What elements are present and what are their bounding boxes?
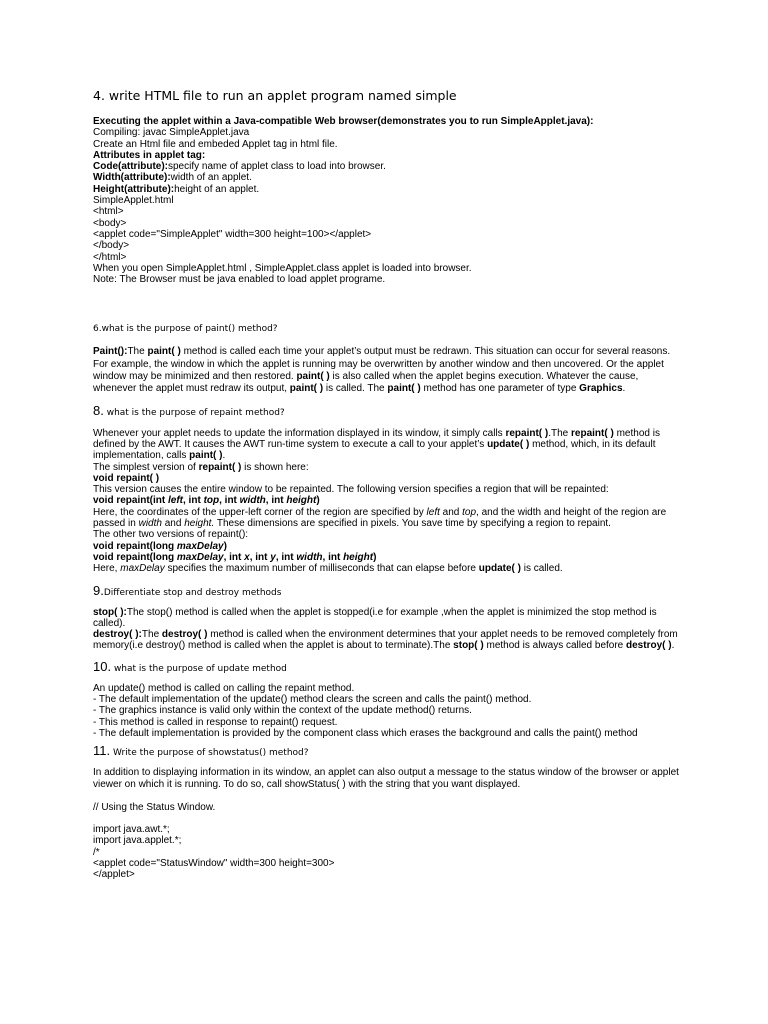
text-line: [93, 172, 683, 183]
text-run: The: [141, 629, 162, 641]
text-run: , int: [275, 551, 297, 563]
text-run: Code(attribute):: [93, 161, 168, 173]
text-line: [93, 229, 683, 240]
text-line: [93, 462, 683, 473]
text-run: Attributes in applet tag:: [93, 149, 206, 161]
text-run: <applet code="SimpleApplet" width=300 height=100></applet>: [93, 228, 372, 240]
text-run: Create an Html file and embeded Applet tag in html file.: [93, 138, 338, 150]
q11-title: Write the purpose of showstatus() method?: [110, 748, 309, 759]
text-run: , int: [265, 495, 287, 507]
text-run: - The default implementation of the update() method clears the screen and calls the paint() method.: [93, 693, 532, 705]
text-line: [93, 629, 683, 652]
text-run: The stop() method is called when the applet is stopped(i.e for example ,when the applet is minimized the stop method is called).: [93, 606, 657, 629]
text-run: The: [127, 346, 148, 358]
q9-body: [93, 607, 683, 652]
text-run: The simplest version of: [93, 461, 199, 473]
text-run: .The: [548, 427, 572, 439]
text-run: The other two versions of repaint():: [93, 529, 249, 541]
text-line: [93, 529, 683, 540]
text-line: [93, 607, 683, 630]
text-run: paint( ): [189, 450, 223, 462]
text-line: [93, 717, 683, 728]
text-run: method is always called before: [483, 640, 627, 652]
q10-body: [93, 683, 683, 739]
code-line: /*: [93, 846, 100, 858]
text-run: paint( ): [147, 346, 181, 358]
text-run: destroy( ): [626, 640, 672, 652]
q9-heading: [93, 584, 683, 599]
text-run: , int: [249, 551, 271, 563]
text-run: method has one parameter of type: [420, 383, 580, 395]
text-line: [93, 274, 683, 285]
text-run: These dimensions are specified in pixels. You save time by specifying a region to repaint.: [214, 518, 611, 530]
q8-number: 8.: [93, 402, 104, 418]
q10-heading: [93, 660, 683, 675]
text-run: width of an applet.: [170, 172, 252, 184]
text-run: paint( ): [387, 383, 421, 395]
text-run: This version causes the entire window to be repainted. The following version specifies a region that will be repainted:: [93, 484, 609, 496]
text-line: [93, 240, 683, 251]
text-line: [93, 116, 683, 127]
q11-paragraph: [93, 767, 683, 792]
text-line: [93, 127, 683, 138]
text-line: [93, 195, 683, 206]
text-run: destroy( ):: [93, 629, 142, 641]
text-run: When you open SimpleApplet.html , SimpleApplet.class applet is loaded into browser.: [93, 262, 472, 274]
q4-title: 4. write HTML file to run an applet program named simple: [93, 88, 457, 103]
text-run: method is called when the environment determines that your applet needs to be removed completely from memory(i.e destroy() method is called when the applet is about to terminate).The: [93, 629, 678, 652]
text-line: [93, 541, 683, 552]
text-run: - The default implementation is provided by the component class which erases the background and calls the paint() method: [93, 727, 638, 739]
code-line: <applet code="StatusWindow" width=300 height=300>: [93, 857, 335, 869]
text-line: [93, 184, 683, 195]
text-run: , int: [223, 551, 245, 563]
text-run: height of an applet.: [174, 183, 260, 195]
text-run: is called. The: [323, 383, 388, 395]
text-run: update( ): [487, 438, 530, 450]
q11-code: [93, 824, 683, 880]
text-run: maxDelay: [120, 563, 165, 575]
text-run: </html>: [93, 251, 127, 263]
text-line: [93, 705, 683, 716]
code-line: import java.awt.*;: [93, 824, 170, 836]
text-run: .: [222, 450, 226, 462]
text-run: , and the width and height of the region are passed in: [93, 506, 667, 530]
text-run: is shown here:: [241, 461, 309, 473]
text-line: [93, 473, 683, 484]
text-run: Compiling: javac SimpleApplet.java: [93, 127, 250, 139]
text-run: update( ): [478, 563, 521, 575]
q11-heading: [93, 744, 683, 759]
q9-title: Differentiate stop and destroy methods: [103, 587, 282, 598]
text-run: , int: [219, 495, 240, 507]
text-line: [93, 218, 683, 229]
text-run: .: [671, 640, 675, 652]
text-run: - The graphics instance is valid only within the context of the update method() returns.: [93, 705, 472, 717]
code-line: import java.applet.*;: [93, 835, 182, 847]
text-run: x: [244, 551, 250, 563]
text-run: Width(attribute):: [93, 172, 171, 184]
text-run: Graphics: [579, 383, 623, 395]
text-run: stop( ):: [93, 606, 127, 618]
text-line: [93, 694, 683, 705]
text-run: paint( ): [289, 383, 324, 395]
text-run: ): [373, 551, 377, 563]
text-run: left: [426, 506, 440, 518]
q9-number: 9.: [93, 582, 104, 598]
q8-body: [93, 428, 683, 575]
q10-number: 10.: [93, 658, 112, 674]
text-line: [93, 428, 683, 462]
text-line: [93, 495, 683, 506]
text-line: [93, 484, 683, 495]
text-run: height: [343, 551, 374, 563]
text-run: destroy( ): [161, 629, 208, 641]
text-run: An update() method is called on calling the repaint method.: [93, 682, 355, 694]
text-line: [93, 507, 683, 530]
text-line: [93, 552, 683, 563]
text-line: [93, 150, 683, 161]
q10-title: what is the purpose of update method: [111, 663, 287, 674]
q11-number: 11.: [93, 743, 111, 759]
text-run: and: [161, 518, 185, 530]
text-run: - This method is called in response to repaint() request.: [93, 716, 338, 728]
text-run: top: [462, 506, 477, 518]
text-run: method, which, in its default implementation, calls: [93, 438, 656, 462]
text-run: , int: [322, 551, 344, 563]
text-run: SimpleApplet.html: [93, 195, 174, 207]
text-run: <body>: [93, 217, 127, 229]
text-run: ): [223, 540, 227, 552]
text-run: y: [270, 551, 276, 563]
text-run: height: [286, 495, 317, 507]
text-run: Note: The Browser must be java enabled to load applet programe.: [93, 274, 386, 286]
text-line: [93, 139, 683, 150]
text-run: void repaint(long: [93, 551, 177, 563]
text-run: maxDelay: [176, 540, 224, 552]
text-run: method is called each time your applet’s output must be redrawn. This situation can occur for several reasons. For example, the window in which the applet is running may be overwritten by another window and then uncovered. Or the applet window may be minimized and then restored.: [93, 346, 671, 383]
text-line: [93, 206, 683, 217]
text-run: is also called when the applet begins execution. Whatever the cause, whenever the applet must redraw its output,: [93, 371, 639, 395]
text-run: void repaint( ): [93, 472, 160, 484]
text-run: method is defined by the AWT. It causes the AWT run-time system to execute a call to your applet’s: [93, 427, 660, 450]
text-run: is called.: [520, 563, 563, 575]
text-run: , int: [183, 495, 204, 507]
text-run: top: [203, 495, 220, 507]
text-run: Height(attribute):: [93, 183, 175, 195]
q8-title: what is the purpose of repaint method?: [103, 407, 285, 418]
q6-paragraph: [93, 346, 683, 395]
text-run: repaint( ): [505, 427, 549, 439]
text-run: specifies the maximum number of milliseconds that can elapse before: [164, 563, 479, 575]
text-line: [93, 683, 683, 694]
q11-comment: // Using the Status Window.: [93, 801, 216, 813]
text-run: height.: [184, 518, 215, 530]
text-run: .: [622, 383, 626, 395]
text-run: repaint( ): [571, 427, 614, 439]
text-run: Here,: [93, 563, 121, 575]
text-run: maxDelay: [176, 551, 224, 563]
q8-heading: [93, 404, 683, 419]
text-run: and: [439, 506, 463, 518]
text-run: void repaint(int: [93, 495, 168, 507]
text-run: specify name of applet class to load into browser.: [168, 161, 386, 173]
text-run: <html>: [93, 206, 124, 218]
text-run: Whenever your applet needs to update the information displayed in its window, it simply calls: [93, 427, 506, 439]
text-line: [93, 263, 683, 274]
text-run: </body>: [93, 240, 130, 252]
text-run: repaint( ): [198, 461, 242, 473]
text-line: [93, 563, 683, 574]
q4-body: [93, 116, 683, 285]
text-run: Executing the applet within a Java-compatible Web browser(demonstrates you to run SimpleApplet.java):: [93, 116, 594, 127]
text-run: width: [138, 518, 162, 530]
text-line: [93, 161, 683, 172]
text-run: stop( ): [453, 640, 484, 652]
text-run: width: [239, 495, 266, 507]
text-run: paint( ): [296, 371, 330, 383]
text-run: Paint():: [93, 346, 128, 358]
text-run: width: [296, 551, 323, 563]
code-line: </applet>: [93, 869, 135, 881]
text-run: Here, the coordinates of the upper-left corner of the region are specified by: [93, 506, 427, 518]
text-line: [93, 252, 683, 263]
text-run: In addition to displaying information in its window, an applet can also output a message to the status window of the browser or applet viewer on which it is running. To do so, call showStatus( ) with the string that you want displayed.: [93, 767, 679, 791]
text-run: left: [168, 495, 183, 507]
q6-heading: 6.what is the purpose of paint() method?: [93, 324, 278, 335]
text-run: ): [316, 495, 320, 507]
document-page: [93, 88, 683, 881]
text-line: [93, 728, 683, 739]
text-run: void repaint(long: [93, 540, 177, 552]
